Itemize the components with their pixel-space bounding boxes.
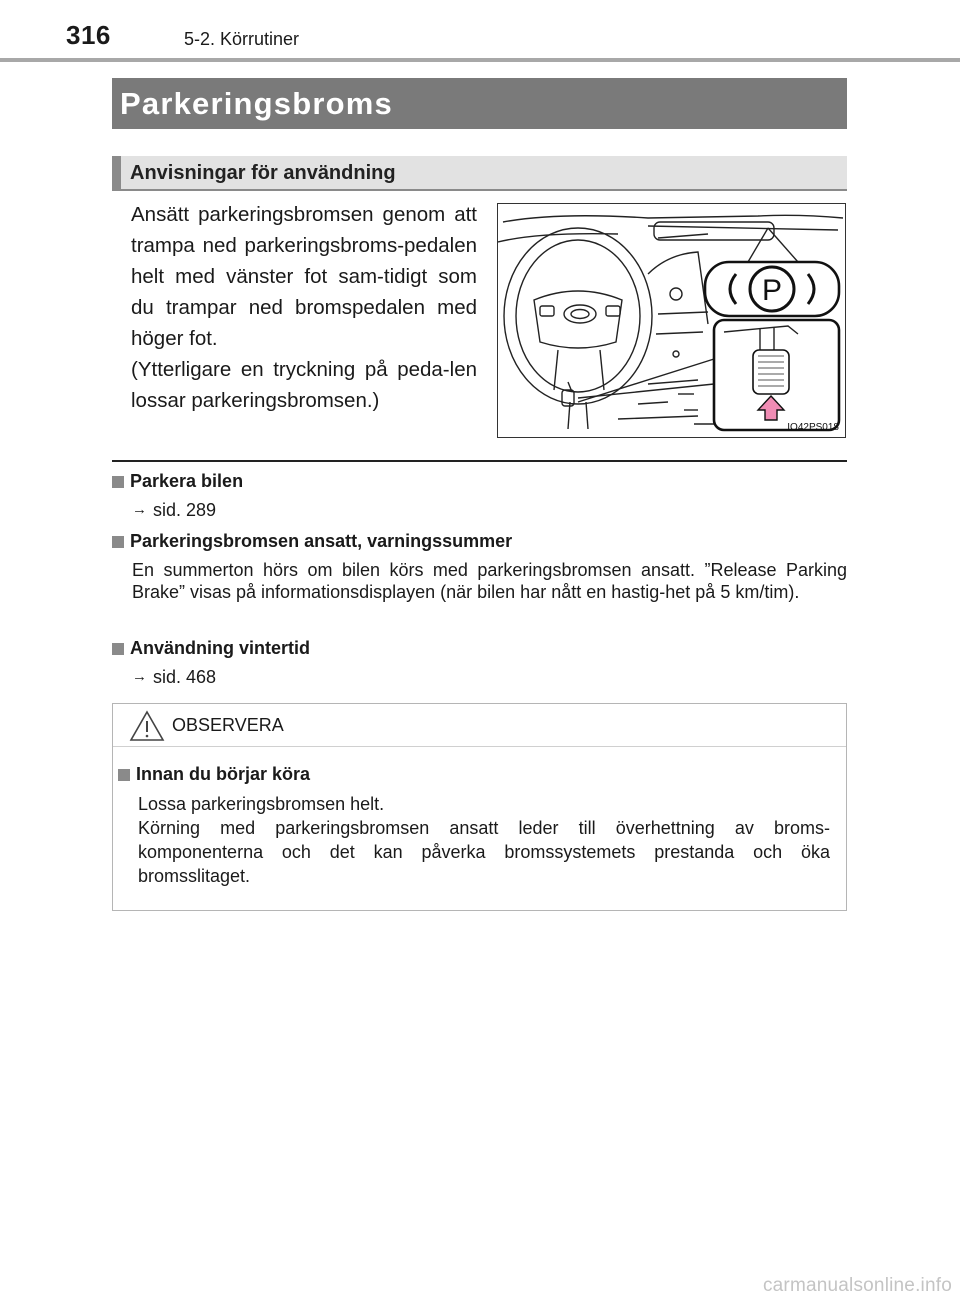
intro-paragraph: Ansätt parkeringsbromsen genom att trampa ned parkeringsbroms-pedalen helt med vänster fot sam-tidigt som du trampar ned bromspedalen med höger fot. xyxy=(131,203,477,350)
subsection-bar xyxy=(112,156,847,191)
page-reference-link[interactable]: sid. 468 xyxy=(153,667,217,687)
section-title-bar xyxy=(112,78,847,129)
section-title: Parkeringsbromsen ansatt, varningssummer xyxy=(130,531,513,551)
notice-header xyxy=(113,704,846,747)
square-bullet-icon xyxy=(112,476,124,488)
intro-text xyxy=(131,199,477,416)
notice-text: Körning med parkeringsbromsen ansatt leder till överhettning av broms-komponenterna och det kan påverka bromssystemets prestanda och öka bromsslitaget. xyxy=(138,818,830,886)
section-body: En summerton hörs om bilen körs med parkeringsbromsen ansatt. ”Release Parking Brake” visas på informationsdisplayen (när bilen har nått en hastig-het på 5 km/tim). xyxy=(132,560,847,602)
section-title: Användning vintertid xyxy=(130,638,310,658)
notice-title: Innan du börjar köra xyxy=(136,764,311,784)
notice-label: OBSERVERA xyxy=(172,715,284,735)
watermark: carmanualsonline.info xyxy=(762,1275,952,1296)
square-bullet-icon xyxy=(118,769,130,781)
figure-code: IO42PS018 xyxy=(787,422,839,433)
chapter-title: 5-2. Körrutiner xyxy=(184,29,300,49)
section-title: Parkera bilen xyxy=(130,471,244,491)
right-arrow-icon: → xyxy=(132,501,147,518)
page-number: 316 xyxy=(66,20,111,50)
p-symbol: P xyxy=(761,274,783,307)
page-title: Parkeringsbroms xyxy=(120,86,393,121)
section-varningssummer xyxy=(112,531,847,603)
parking-brake-illustration xyxy=(497,203,846,438)
page-reference-link[interactable]: sid. 289 xyxy=(153,500,217,520)
header-divider xyxy=(0,58,960,62)
dashboard-pedal-drawing xyxy=(498,204,847,439)
right-arrow-icon: → xyxy=(132,668,147,685)
warning-triangle-icon xyxy=(129,710,165,742)
section-parkera-bilen xyxy=(112,471,847,521)
square-bullet-icon xyxy=(112,536,124,548)
square-bullet-icon xyxy=(112,643,124,655)
page-header xyxy=(0,0,960,62)
section-divider xyxy=(112,460,847,462)
notice-box xyxy=(112,703,847,911)
subsection-title: Anvisningar för användning xyxy=(130,162,396,184)
notice-text: Lossa parkeringsbromsen helt. xyxy=(138,794,385,814)
subsection-accent xyxy=(112,156,121,189)
section-vintertid xyxy=(112,638,847,688)
intro-note: (Ytterligare en tryckning på peda-len lossar parkeringsbromsen.) xyxy=(131,358,477,412)
